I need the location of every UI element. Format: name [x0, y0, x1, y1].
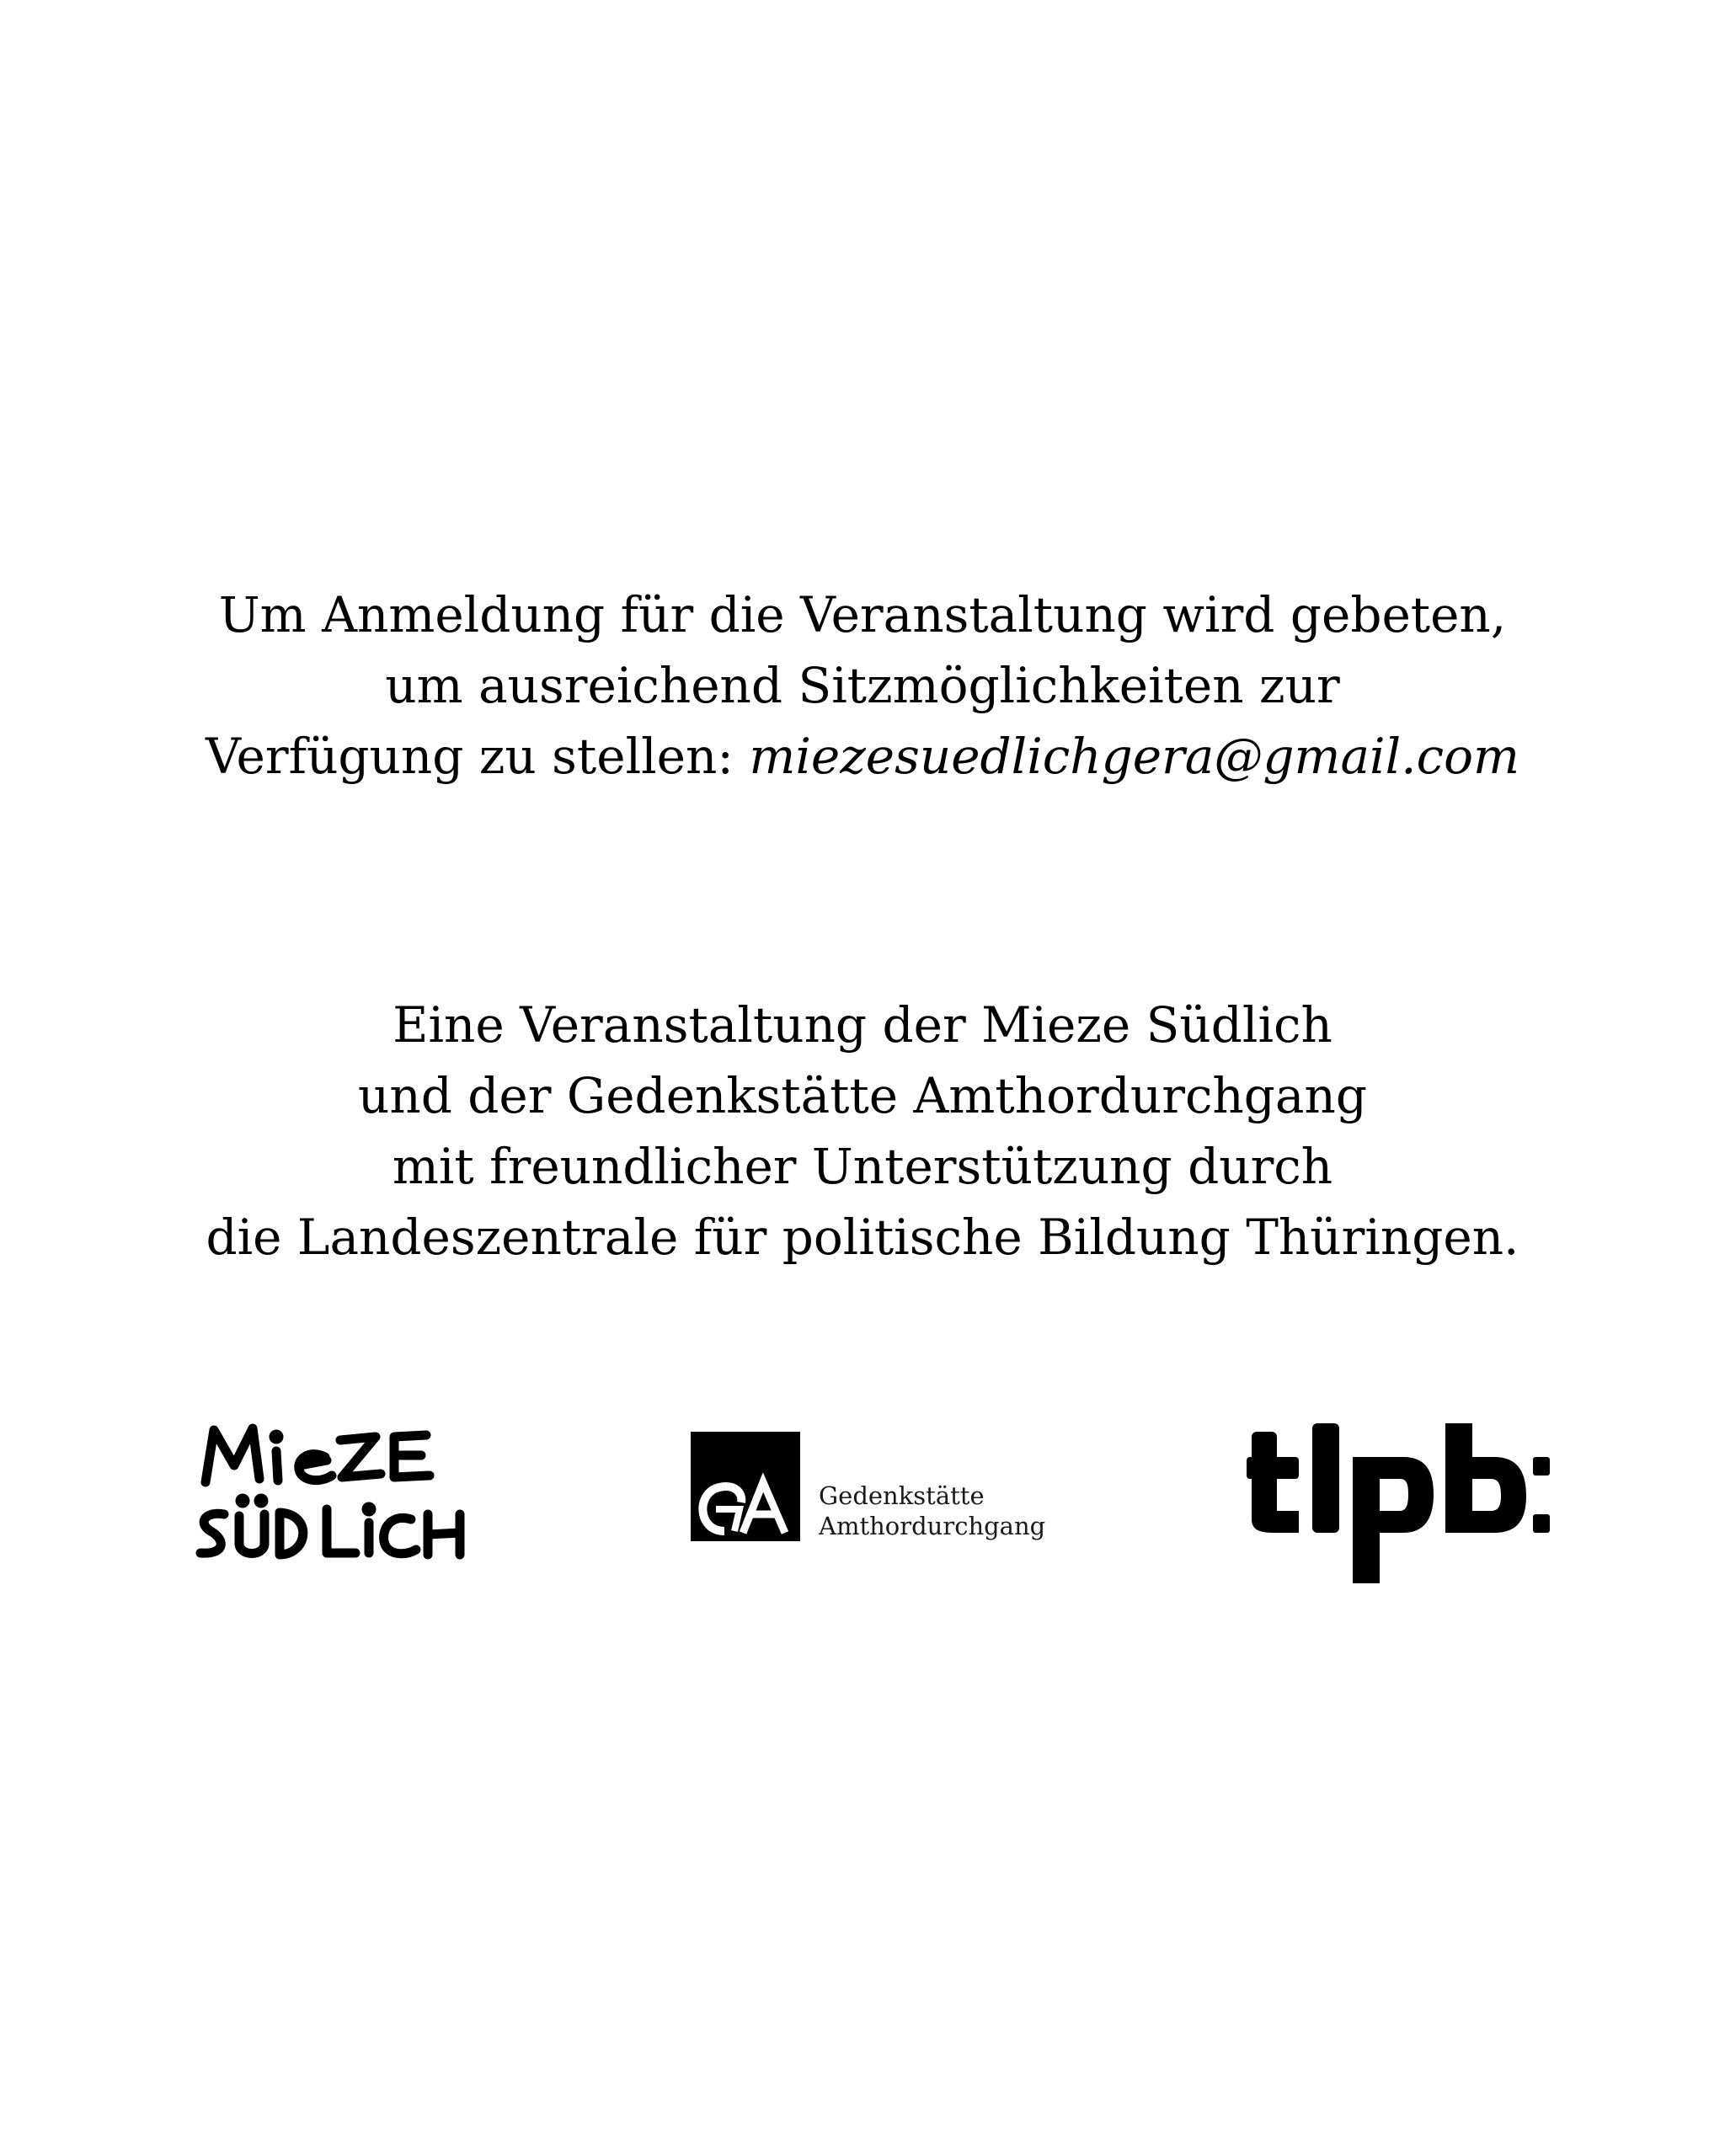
- ga-logo-line-1: Gedenkstätte: [819, 1481, 985, 1510]
- organizers-notice: [0, 990, 1725, 1273]
- ga-logo-mark: [691, 1432, 800, 1541]
- registration-notice: [0, 579, 1725, 792]
- registration-line-3-prefix: Verfügung zu stellen:: [205, 728, 750, 785]
- registration-line-3: [0, 721, 1725, 792]
- contact-email[interactable]: miezesuedlichgera@gmail.com: [749, 728, 1519, 785]
- organizer-line-3: mit freundlicher Unterstützung durch: [392, 1138, 1333, 1195]
- organizer-line-1: Eine Veranstaltung der Mieze Südlich: [393, 996, 1332, 1054]
- organizer-line-2: und der Gedenkstätte Amthordurchgang: [358, 1067, 1367, 1124]
- ga-logo-line-2: Amthordurchgang: [819, 1512, 1046, 1540]
- registration-line-2: um ausreichend Sitzmöglichkeiten zur: [385, 657, 1340, 714]
- registration-line-1: Um Anmeldung für die Veranstaltung wird gebeten,: [218, 586, 1507, 643]
- tlpb-logo: [1247, 1423, 1550, 1583]
- mieze-suedlich-logo: [182, 1405, 502, 1573]
- gedenkstaette-amthordurchgang-logo: [691, 1432, 1078, 1550]
- mieze-suedlich-logo-graphic: [182, 1405, 502, 1573]
- tlpb-logo-graphic: [1247, 1423, 1550, 1583]
- organizer-line-4: die Landeszentrale für politische Bildung Thüringen.: [206, 1209, 1519, 1266]
- ga-logo-text: [819, 1481, 1045, 1541]
- ga-monogram-icon: [691, 1432, 800, 1541]
